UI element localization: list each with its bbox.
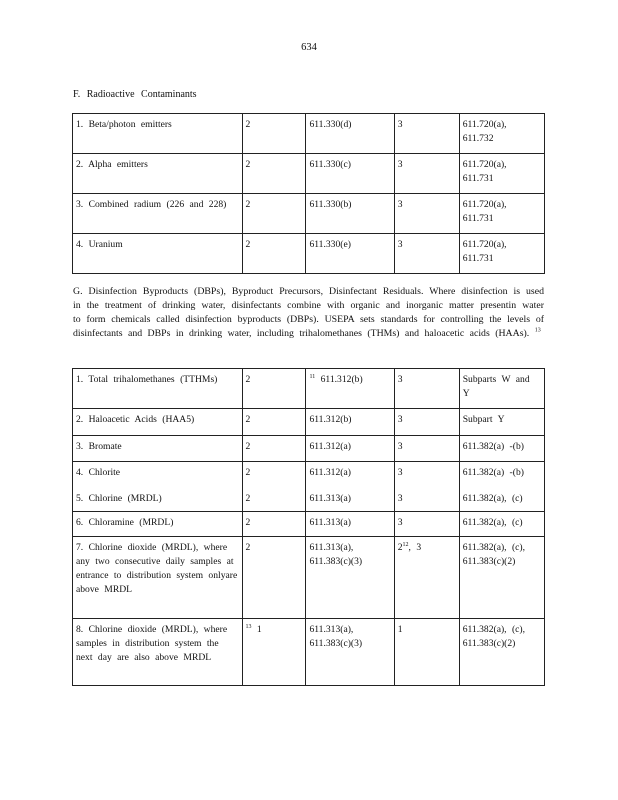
reference-cell: 611.720(a), 611.731: [459, 194, 544, 234]
table-row: [73, 369, 545, 409]
contaminant-cell: 2. Alpha emitters: [73, 154, 243, 194]
code-cell: [242, 619, 306, 686]
table-row: [73, 619, 545, 686]
section-g-text: G. Disinfection Byproducts (DBPs), Byproduct Precursors, Disinfectant Residuals. Where disinfection is used in the treatment of drinking water, disinfectants combine with organic and inorganic matter presentin water to form chemicals called disinfection byproducts (DBPs). USEPA sets standards for controlling the levels of disinfectants and DBPs in drinking water, including trihalomethanes (THMs) and haloacetic acids (HAAs).: [73, 286, 544, 339]
value-cell-text: , 3: [408, 542, 422, 553]
table-row: [73, 409, 545, 436]
value-cell: 3: [394, 154, 459, 194]
contaminant-cell: 6. Chloramine (MRDL): [73, 512, 243, 537]
table-row: [73, 154, 545, 194]
reference-cell: 611.382(a) -(b): [459, 462, 544, 488]
table-row: [73, 512, 545, 537]
code-cell: 2: [242, 436, 306, 462]
reference-cell: 611.720(a), 611.731: [459, 154, 544, 194]
value-cell: 3: [394, 194, 459, 234]
contaminant-cell: 1. Beta/photon emitters: [73, 114, 243, 154]
reference-cell: 611.382(a), (c): [459, 488, 544, 512]
radioactive-contaminants-table: [72, 113, 545, 274]
table-row: [73, 194, 545, 234]
section-cell: 611.313(a), 611.383(c)(3): [306, 619, 394, 686]
section-cell: 611.313(a): [306, 488, 394, 512]
code-cell: 2: [242, 462, 306, 488]
value-cell: 3: [394, 369, 459, 409]
footnote-ref: 13: [245, 623, 252, 630]
reference-cell: 611.382(a), (c): [459, 512, 544, 537]
contaminant-cell: 1. Total trihalomethanes (TTHMs): [73, 369, 243, 409]
section-cell: 611.312(a): [306, 436, 394, 462]
section-cell: 611.312(b): [306, 409, 394, 436]
code-cell: 2: [242, 488, 306, 512]
contaminant-cell: 7. Chlorine dioxide (MRDL), where any two consecutive daily samples at entrance to distribution system onlyare above MRDL: [73, 537, 243, 619]
code-cell: 2: [242, 234, 306, 274]
code-cell: 2: [242, 369, 306, 409]
value-cell: 3: [394, 488, 459, 512]
value-cell: 3: [394, 114, 459, 154]
section-cell: 611.330(e): [306, 234, 394, 274]
code-cell: 2: [242, 114, 306, 154]
contaminant-cell: 4. Uranium: [73, 234, 243, 274]
reference-cell: 611.382(a), (c), 611.383(c)(2): [459, 619, 544, 686]
section-cell: 611.330(c): [306, 154, 394, 194]
reference-cell: 611.720(a), 611.731: [459, 234, 544, 274]
reference-cell: Subparts W and Y: [459, 369, 544, 409]
table-row: [73, 462, 545, 488]
section-cell: 611.313(a), 611.383(c)(3): [306, 537, 394, 619]
section-cell-text: 611.312(b): [320, 374, 363, 385]
section-cell: 611.313(a): [306, 512, 394, 537]
value-cell: 1: [394, 619, 459, 686]
code-cell: 2: [242, 154, 306, 194]
contaminant-cell: 3. Bromate: [73, 436, 243, 462]
disinfection-byproducts-table: [72, 368, 545, 686]
section-cell: 611.312(a): [306, 462, 394, 488]
footnote-ref: 11: [309, 373, 316, 380]
contaminant-cell: 2. Haloacetic Acids (HAA5): [73, 409, 243, 436]
contaminant-cell: 4. Chlorite: [73, 462, 243, 488]
table-row: [73, 537, 545, 619]
section-cell: [306, 369, 394, 409]
value-cell: 3: [394, 436, 459, 462]
value-cell: 3: [394, 234, 459, 274]
section-cell: 611.330(b): [306, 194, 394, 234]
section-g-paragraph: [73, 285, 544, 341]
page-number: 634: [301, 42, 317, 53]
code-cell: 2: [242, 194, 306, 234]
table-row: [73, 114, 545, 154]
contaminant-cell: 5. Chlorine (MRDL): [73, 488, 243, 512]
value-cell: 3: [394, 409, 459, 436]
code-cell-text: 1: [256, 624, 262, 635]
value-cell: 3: [394, 512, 459, 537]
reference-cell: Subpart Y: [459, 409, 544, 436]
value-cell: [394, 537, 459, 619]
code-cell: 2: [242, 512, 306, 537]
footnote-ref: 12: [402, 541, 409, 548]
contaminant-cell: 8. Chlorine dioxide (MRDL), where samples in distribution system the next day are also above MRDL: [73, 619, 243, 686]
footnote-ref: 13: [534, 327, 541, 334]
code-cell: 2: [242, 537, 306, 619]
reference-cell: 611.382(a), (c), 611.383(c)(2): [459, 537, 544, 619]
section-f-heading: F. Radioactive Contaminants: [73, 89, 197, 100]
table-row: [73, 488, 545, 512]
reference-cell: 611.720(a), 611.732: [459, 114, 544, 154]
code-cell: 2: [242, 409, 306, 436]
table-row: [73, 436, 545, 462]
table-row: [73, 234, 545, 274]
value-cell-prefix: 2: [397, 542, 403, 553]
contaminant-cell: 3. Combined radium (226 and 228): [73, 194, 243, 234]
value-cell: 3: [394, 462, 459, 488]
section-cell: 611.330(d): [306, 114, 394, 154]
reference-cell: 611.382(a) -(b): [459, 436, 544, 462]
